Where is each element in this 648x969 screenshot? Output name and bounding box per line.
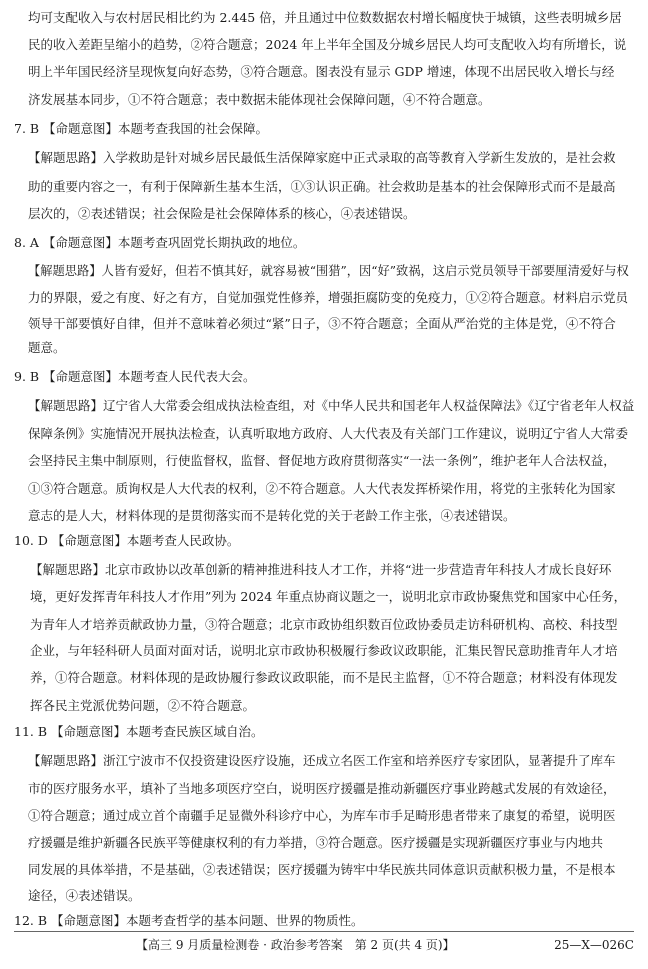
text-line: 济发展基本同步，①不符合题意；表中数据未能体现社会保障问题，④不符合题意。 bbox=[28, 92, 491, 107]
question-heading: 8. A 【命题意图】本题考查巩固党长期执政的地位。 bbox=[14, 235, 306, 250]
text-line: 疗援疆是维护新疆各民族平等健康权利的有力举措，③符合题意。医疗援疆是实现新疆医疗事业与内地共 bbox=[28, 835, 604, 850]
text-line: 同发展的具体举措，不是基础，②表述错误；医疗援疆为铸牢中华民族共同体意识贡献积极力量，不是根本 bbox=[28, 862, 616, 877]
text-line: 【解题思路】北京市政协以改革创新的精神推进科技人才工作，并将“进一步营造青年科技人才成长良好环 bbox=[30, 562, 612, 577]
question-heading: 10. D 【命题意图】本题考查人民政协。 bbox=[14, 533, 240, 548]
text-line: 明上半年国民经济呈现恢复向好态势，③符合题意。图表没有显示 GDP 增速，体现不出居民收入增长与经 bbox=[28, 64, 615, 79]
question-heading: 12. B 【命题意图】本题考查哲学的基本问题、世界的物质性。 bbox=[14, 913, 364, 928]
text-line: 保障条例》实施情况开展执法检查，认真听取地方政府、人大代表及有关部门工作建议，说明辽宁省人大常委 bbox=[28, 426, 629, 441]
text-line: 意志的是人大，材料体现的是贯彻落实而不是转化党的关于老龄工作主张，④表述错误。 bbox=[28, 508, 516, 523]
text-line: 题意。 bbox=[28, 340, 66, 355]
footer-divider bbox=[14, 931, 634, 932]
text-line: 挥各民主党派优势问题，②不符合题意。 bbox=[30, 698, 256, 713]
text-line: 养，①符合题意。材料体现的是政协履行参政议政职能，而不是民主监督，①不符合题意；材料没有体现发 bbox=[30, 670, 618, 685]
text-line: 【解题思路】入学救助是针对城乡居民最低生活保障家庭中正式录取的高等教育入学新生发放的，是社会救 bbox=[28, 150, 616, 165]
text-line: 【解题思路】辽宁省人大常委会组成执法检查组，对《中华人民共和国老年人权益保障法》《辽宁省老年人权益 bbox=[28, 398, 635, 413]
question-heading: 7. B 【命题意图】本题考查我国的社会保障。 bbox=[14, 121, 269, 136]
text-line: ①符合题意；通过成立首个南疆手足显微外科诊疗中心，为库车市手足畸形患者带来了康复的希望，说明医 bbox=[28, 808, 616, 823]
footer-code: 25—X—026C bbox=[554, 938, 634, 952]
text-line: 途径，④表述错误。 bbox=[28, 888, 141, 903]
question-heading: 9. B 【命题意图】本题考查人民代表大会。 bbox=[14, 369, 256, 384]
question-heading: 11. B 【命题意图】本题考查民族区域自治。 bbox=[14, 724, 264, 739]
footer-title: 【高三 9 月质量检测卷 · 政治参考答案 第 2 页(共 4 页)】 bbox=[136, 938, 455, 952]
text-line: 助的重要内容之一，有利于保障新生基本生活，①③认识正确。社会救助是基本的社会保障形式而不是最高 bbox=[28, 179, 616, 194]
text-line: ①③符合题意。质询权是人大代表的权利，②不符合题意。人大代表发挥桥梁作用，将党的主张转化为国家 bbox=[28, 481, 616, 496]
text-line: 民的收入差距呈缩小的趋势，②符合题意；2024 年上半年全国及分城乡居民人均可支配收入均有所增长，说 bbox=[28, 37, 627, 52]
text-line: 企业，与年轻科研人员面对面对话，说明北京市政协积极履行参政议政职能，汇集民智民意助推青年人才培 bbox=[30, 643, 618, 658]
text-line: 【解题思路】人皆有爱好，但若不慎其好，就容易被“围猎”，因“好”致祸，这启示党员领导干部要厘清爱好与权 bbox=[28, 264, 629, 278]
text-line: 【解题思路】浙江宁波市不仅投资建设医疗设施，还成立名医工作室和培养医疗专家团队，显著提升了库车 bbox=[28, 753, 616, 768]
text-line: 为青年人才培养贡献政协力量，③符合题意；北京市政协组织数百位政协委员走访科研机构、高校、科技型 bbox=[30, 617, 618, 632]
text-line: 层次的，②表述错误；社会保险是社会保障体系的核心，④表述错误。 bbox=[28, 206, 416, 221]
text-line: 均可支配收入与农村居民相比约为 2.445 倍，并且通过中位数数据农村增长幅度快于城镇，这些表明城乡居 bbox=[28, 10, 622, 25]
text-line: 力的界限，爱之有度、好之有方，自觉加强党性修养，增强拒腐防变的免疫力，①②符合题意。材料启示党员 bbox=[28, 290, 629, 305]
text-line: 会坚持民主集中制原则，行使监督权，监督、督促地方政府贯彻落实“一法一条例”，维护老年人合法权益， bbox=[28, 453, 616, 468]
text-line: 市的医疗服务水平，填补了当地多项医疗空白，说明医疗援疆是推动新疆医疗事业跨越式发展的有效途径， bbox=[28, 781, 616, 796]
text-line: 境，更好发挥青年科技人才作用”列为 2024 年重点协商议题之一，说明北京市政协聚焦党和国家中心任务， bbox=[30, 589, 627, 604]
text-line: 领导干部要慎好自律，但并不意味着必须过“紧”日子，③不符合题意；全面从严治党的主体是党，④不符合 bbox=[28, 316, 616, 331]
